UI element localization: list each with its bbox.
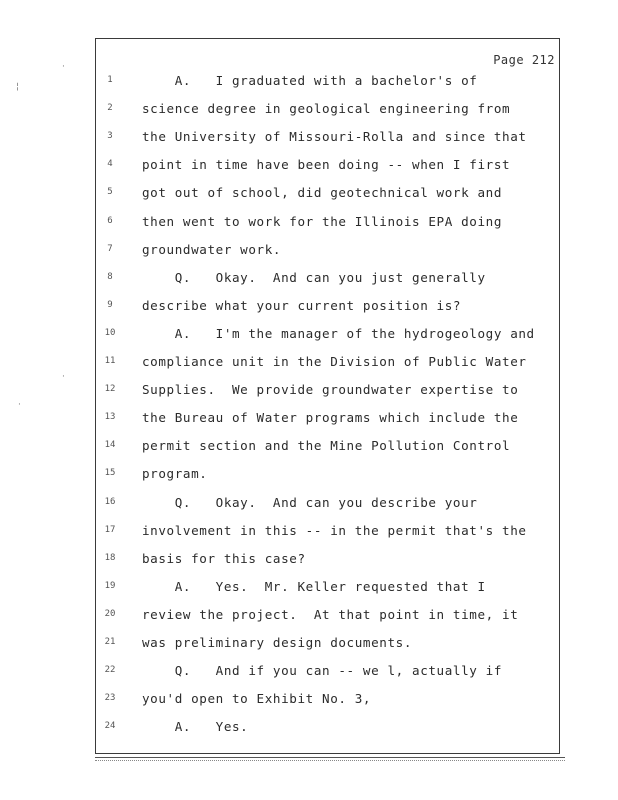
bottom-rule-dotted xyxy=(95,760,565,761)
line-text: A. Yes. Mr. Keller requested that I xyxy=(142,578,486,594)
transcript-line xyxy=(96,438,561,466)
page-number: Page 212 xyxy=(493,53,555,67)
line-number: 4 xyxy=(107,159,113,170)
transcript-line xyxy=(96,73,561,101)
line-text: was preliminary design documents. xyxy=(142,635,413,650)
line-text: permit section and the Mine Pollution Control xyxy=(142,438,511,454)
margin-mark-mid: · xyxy=(18,400,21,410)
line-number: 11 xyxy=(104,356,116,366)
margin-mark-top: · xyxy=(62,62,65,72)
line-number: 3 xyxy=(107,131,113,142)
transcript-line xyxy=(96,129,561,157)
line-text: A. I graduated with a bachelor's of xyxy=(142,73,478,88)
transcript-line xyxy=(96,551,561,579)
line-text: got out of school, did geotechnical work and xyxy=(142,185,503,201)
transcript-line xyxy=(96,101,561,129)
line-text: the University of Missouri-Rolla and since that xyxy=(142,129,527,145)
line-number: 16 xyxy=(104,496,116,507)
transcript-line xyxy=(96,410,561,438)
line-number: 20 xyxy=(104,608,116,619)
line-text: basis for this case? xyxy=(142,550,306,566)
transcript-page xyxy=(95,38,560,754)
line-text: the Bureau of Water programs which include the xyxy=(142,410,519,426)
margin-mark-left: ¦ xyxy=(16,82,20,92)
line-number: 8 xyxy=(107,271,113,282)
line-text: Supplies. We provide groundwater expertise to xyxy=(142,382,519,398)
line-number: 17 xyxy=(104,524,116,535)
line-text: A. Yes. xyxy=(142,719,249,735)
line-text: then went to work for the Illinois EPA doing xyxy=(142,213,503,229)
transcript-line xyxy=(96,354,561,382)
transcript-line xyxy=(96,691,561,719)
transcript-line xyxy=(96,719,561,747)
margin-mark-mid-2: · xyxy=(62,372,65,382)
transcript-line xyxy=(96,214,561,242)
line-text: science degree in geological engineering from xyxy=(142,101,511,117)
transcript-line xyxy=(96,242,561,270)
bottom-rule xyxy=(95,757,565,758)
transcript-line xyxy=(96,523,561,551)
line-number: 18 xyxy=(104,552,116,563)
line-text: program. xyxy=(142,466,208,482)
line-text: groundwater work. xyxy=(142,241,282,257)
line-text: A. I'm the manager of the hydrogeology and xyxy=(142,325,535,341)
transcript-line xyxy=(96,298,561,326)
line-number: 19 xyxy=(104,580,116,591)
transcript-line xyxy=(96,607,561,635)
line-text: you'd open to Exhibit No. 3, xyxy=(142,691,372,707)
transcript-line xyxy=(96,495,561,523)
line-number: 24 xyxy=(104,721,116,732)
transcript-line xyxy=(96,326,561,354)
transcript-line xyxy=(96,185,561,213)
line-text: Q. Okay. And can you describe your xyxy=(142,494,478,510)
line-number: 10 xyxy=(104,327,116,338)
line-text: Q. Okay. And can you just generally xyxy=(142,269,486,285)
line-number: 12 xyxy=(104,384,116,395)
line-number: 1 xyxy=(107,75,113,85)
transcript-line xyxy=(96,157,561,185)
line-number: 7 xyxy=(107,243,113,254)
transcript-line xyxy=(96,466,561,494)
transcript-line xyxy=(96,663,561,691)
line-number: 5 xyxy=(107,187,113,198)
line-text: involvement in this -- in the permit that's the xyxy=(142,522,527,538)
line-text: point in time have been doing -- when I first xyxy=(142,157,511,173)
line-text: compliance unit in the Division of Public Water xyxy=(142,354,527,369)
line-number: 15 xyxy=(104,468,116,479)
line-text: Q. And if you can -- we l, actually if xyxy=(142,663,503,679)
transcript-line xyxy=(96,270,561,298)
line-text: describe what your current position is? xyxy=(142,297,462,313)
line-number: 14 xyxy=(104,440,116,451)
line-number: 22 xyxy=(104,665,116,676)
transcript-line xyxy=(96,382,561,410)
line-number: 23 xyxy=(104,693,116,704)
line-number: 9 xyxy=(107,299,113,310)
line-number: 6 xyxy=(107,215,113,226)
transcript-line xyxy=(96,635,561,663)
transcript-line xyxy=(96,579,561,607)
line-text: review the project. At that point in time, it xyxy=(142,606,519,622)
line-number: 2 xyxy=(107,103,113,114)
line-number: 13 xyxy=(104,412,116,423)
line-number: 21 xyxy=(104,637,116,647)
